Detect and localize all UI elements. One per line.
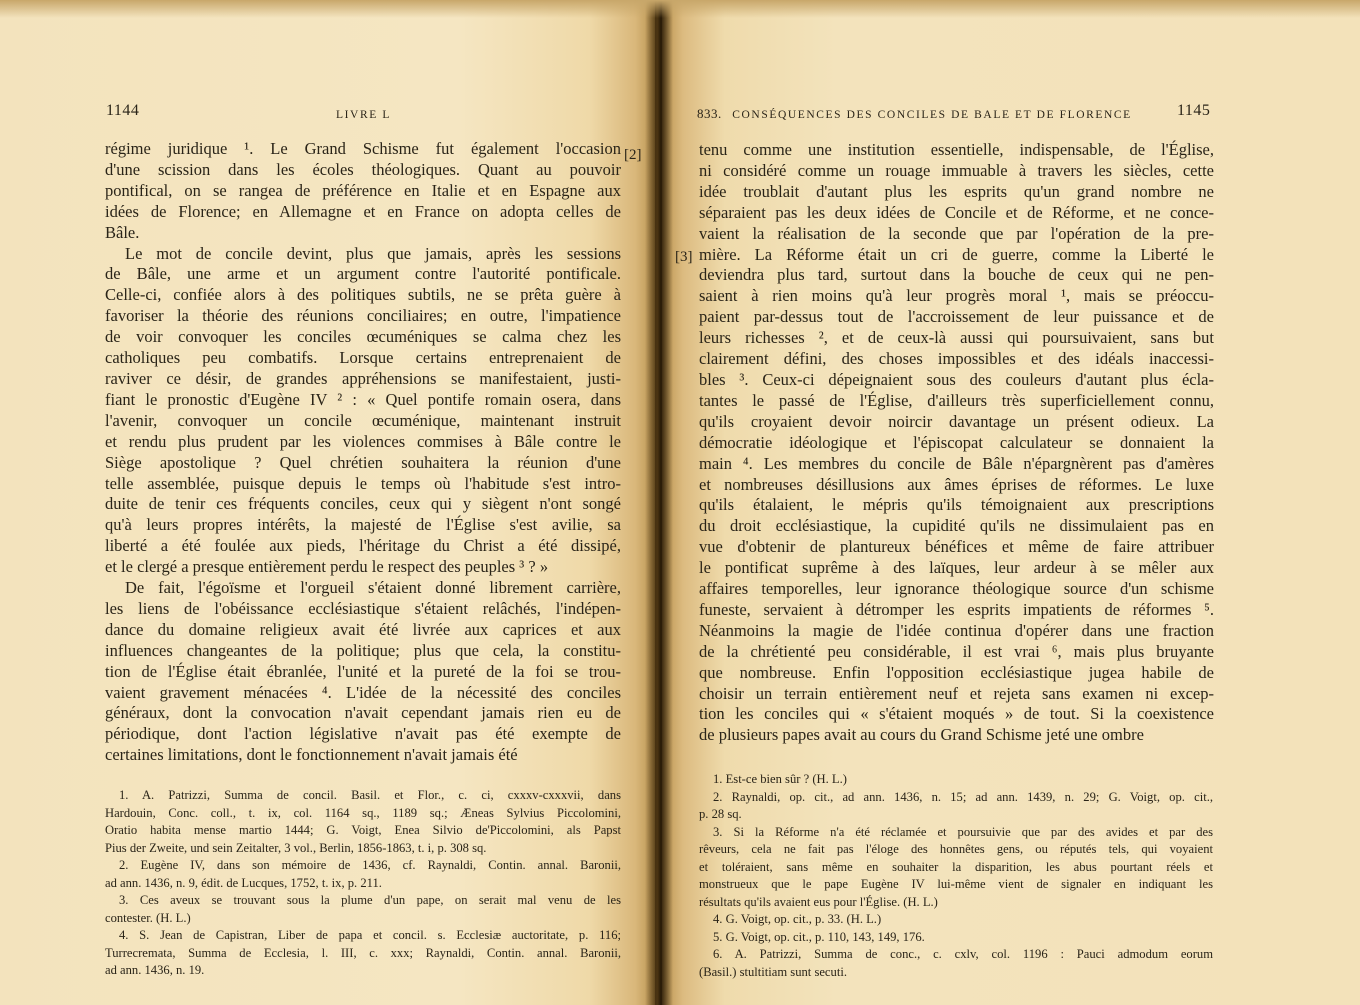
footnote-line: 1. A. Patrizzi, Summa de concil. Basil. et Flor., c. ci, cxxxv-cxxxvii, dans	[119, 788, 621, 802]
left-running-head-text: LIVRE L	[336, 109, 391, 121]
left-page-number: 1144	[106, 102, 140, 119]
text-line: généraux, dont la convocation n'avait cependant jamais rien eu de	[105, 703, 621, 723]
text-line: choisir un terrain entièrement neuf et rejeta sans examen ni excep-	[699, 683, 1214, 703]
right-running-head-text: CONSÉQUENCES DES CONCILES DE BALE ET DE FLORENCE	[732, 109, 1132, 121]
text-line: que nombreuse. Enfin l'opposition ecclésiastique jugea habile de	[699, 662, 1214, 682]
footnote-line: ad ann. 1436, n. 9, édit. de Lucques, 1752, t. ix, p. 211.	[105, 875, 382, 890]
text-line: raviver ce désir, de grandes appréhensions se manifestaient, justi-	[105, 368, 621, 388]
text-line: dance du domaine religieux avait été livrée aux caprices et aux	[105, 619, 621, 639]
text-line: tenu comme une institution essentielle, indispensable, de l'Église,	[699, 140, 1214, 159]
left-body-text	[105, 139, 621, 766]
text-line: tion les conciles qui « s'étaient moqués » de tout. Si la coexistence	[699, 704, 1214, 724]
footnote-line: 2. Eugène IV, dans son mémoire de 1436, cf. Raynaldi, Contin. annal. Baronii,	[119, 858, 621, 872]
text-line: affaires temporelles, leur ignorance théologique source d'un schisme	[699, 579, 1214, 599]
text-line: de la chrétienté peu considérable, il est vrai ⁶, mais plus bruyante	[699, 641, 1214, 661]
text-line: et rendu plus prudent par les violences commises à Bâle contre le	[105, 431, 621, 451]
text-line: Néanmoins la magie de l'idée continua d'opérer dans une fraction	[699, 620, 1214, 640]
footnote-line: 4. S. Jean de Capistran, Liber de papa et concil. s. Ecclesiæ auctoritate, p. 116;	[119, 928, 621, 942]
right-margin-mark: [3]	[675, 249, 693, 265]
text-line: d'une scission dans les écoles théologiques. Quant au pouvoir	[105, 159, 621, 179]
text-line: De fait, l'égoïsme et l'orgueil s'étaient donné librement carrière,	[125, 578, 621, 598]
book-gutter	[645, 0, 673, 1005]
text-line: Bâle.	[105, 222, 140, 242]
text-line: main ⁴. Les membres du concile de Bâle n'épargnèrent pas d'amères	[699, 453, 1214, 473]
text-line: vaient la réalisation de la seconde que par l'opération de la pre-	[699, 223, 1214, 243]
left-footnotes	[105, 787, 621, 980]
text-line: funeste, servaient à détromper les esprits impatients de réformes ⁵.	[699, 599, 1214, 619]
text-line: saient à rien moins qu'à leur progrès moral ¹, mais se préoccu-	[699, 286, 1214, 306]
right-page-number: 1145	[1177, 102, 1211, 119]
left-running-head	[336, 105, 391, 123]
text-line: séparaient pas les deux idées de Concile et de Réforme, et ne conce-	[699, 202, 1214, 222]
text-line: Le mot de concile devint, plus que jamais, après les sessions	[125, 243, 621, 263]
text-line: qu'à leurs propres intérêts, la majesté de l'Église s'est avilie, sa	[105, 515, 621, 535]
text-line: Celle-ci, confiée alors à des politiques subtils, ne se prêta guère à	[105, 285, 621, 305]
footnote-line: ad ann. 1436, n. 19.	[105, 963, 205, 977]
text-line: bles ³. Ceux-ci dépeignaient sous des couleurs d'autant plus écla-	[699, 369, 1214, 389]
text-line: les liens de l'obéissance ecclésiastique s'étaient relâchés, l'indépen-	[105, 598, 621, 618]
text-line: tantes le passé de l'Église, d'ailleurs très superficiellement connu,	[699, 390, 1214, 410]
text-line: leurs richesses ², et de ceux-là aussi qui poursuivaient, sans but	[699, 328, 1214, 348]
footnote-line: 6. A. Patrizzi, Summa de conc., c. cxlv, col. 1196 : Pauci admodum eorum	[713, 947, 1213, 961]
text-line: l'avenir, convoquer un concile œcuménique, maintenant instruit	[105, 410, 621, 430]
text-line: duite de tenir ces fréquents conciles, ceux qui y siègent n'ont songé	[105, 494, 621, 514]
footnote-line: 1. Est-ce bien sûr ? (H. L.)	[713, 772, 847, 786]
right-running-head	[697, 105, 1132, 123]
footnote-line: 2. Raynaldi, op. cit., ad ann. 1436, n. 15; ad ann. 1439, n. 29; G. Voigt, op. cit.,	[713, 789, 1213, 804]
text-line: vaient gravement ménacées ⁴. L'idée de la nécessité des conciles	[105, 682, 621, 702]
footnote-line: 3. Si la Réforme n'a été réclamée et poursuivie que par des avides et par des	[713, 824, 1213, 839]
text-line: et le clergé a presque entièrement perdu le respect des peuples ³ ? »	[105, 557, 549, 577]
footnote-line: Pius der Zweite, und sein Zeitalter, 3 vol., Berlin, 1856-1863, t. i, p. 308 sq.	[105, 840, 487, 855]
footnote-line: Turrecremata, Summa de Ecclesia, l. III, c. xxx; Raynaldi, Contin. annal. Baronii,	[105, 945, 621, 960]
text-line: qu'ils croyaient devoir noircir davantage un présent odieux. La	[699, 411, 1214, 431]
footnote-line: et toléraient, sans même en souhaiter la disparition, les abus pourtant réels et	[699, 859, 1213, 874]
text-line: mière. La Réforme était un cri de guerre, comme la Liberté le	[699, 244, 1214, 264]
text-line: du droit ecclésiastique, la cupidité qu'ils ne dissimulaient pas en	[699, 516, 1214, 536]
text-line: idée troublait d'autant plus les esprits qu'un grand nombre ne	[699, 181, 1214, 201]
text-line: régime juridique ¹. Le Grand Schisme fut également l'occasion	[105, 139, 621, 158]
text-line: telle assemblée, puisque depuis le temps où l'habitude s'est intro-	[105, 473, 621, 493]
text-line: idées de Florence; en Allemagne et en France on adopta celles de	[105, 201, 621, 221]
text-line: certaines limitations, dont le fonctionnement n'avait jamais été	[105, 745, 518, 765]
page-top-shadow	[0, 0, 1360, 18]
text-line: périodique, dont l'action législative n'avait pas été exempte de	[105, 724, 621, 744]
text-line: et nombreuses désillusions aux âmes éprises de réformes. Le luxe	[699, 474, 1214, 494]
footnote-line: Oratio habita mense martio 1444; G. Voigt, Enea Silvio de'Piccolomini, als Papst	[105, 823, 621, 837]
text-line: liberté a été foulée aux pieds, l'héritage du Christ a été dissipé,	[105, 536, 621, 556]
section-number: 833.	[697, 106, 722, 121]
text-line: de voir convoquer les conciles œcuméniques se calma chez les	[105, 327, 621, 347]
footnote-line: 4. G. Voigt, op. cit., p. 33. (H. L.)	[713, 912, 882, 926]
text-line: favoriser la théorie des réunions conciliaires; en outre, l'impatience	[105, 306, 621, 326]
text-line: de plusieurs papes avait au cours du Grand Schisme jeté une ombre	[699, 725, 1144, 745]
footnote-line: rêveurs, cela ne fait pas l'éloge des honnêtes gens, ou réputés tels, qui voyaient	[699, 842, 1213, 856]
text-line: ni considéré comme un rouage immuable à travers les siècles, cette	[699, 160, 1214, 180]
text-line: deviendra plus tard, surtout dans la bouche de ceux qui ne pen-	[699, 265, 1214, 285]
text-line: influences changeantes de la politique; plus que cela, la constitu-	[105, 640, 621, 660]
text-line: qu'ils étalaient, le mépris qu'ils témoignaient aux prescriptions	[699, 495, 1214, 515]
text-line: le pontificat suprême à des laïques, leur ardeur à se mêler aux	[699, 558, 1214, 578]
text-line: démocratie idéologique et l'épiscopat calculateur se donnaient la	[699, 432, 1214, 452]
text-line: paient par-dessus tout de l'accroissement de leur puissance et de	[699, 307, 1214, 327]
text-line: catholiques peu combatifs. Lorsque certains entreprenaient de	[105, 348, 621, 368]
right-body-text	[699, 140, 1214, 746]
footnote-line: monstrueux que le pape Eugène IV lui-même vient de signaler en indiquant les	[699, 877, 1213, 891]
footnote-line: contester. (H. L.)	[105, 910, 191, 925]
footnote-line: Hardouin, Conc. coll., t. ix, col. 1164 sq., 1189 sq.; Æneas Sylvius Piccolomini,	[105, 805, 621, 820]
footnote-line: 5. G. Voigt, op. cit., p. 110, 143, 149, 176.	[713, 929, 925, 944]
text-line: pontifical, on se rangea de préférence en Italie et en Espagne aux	[105, 180, 621, 200]
footnote-line: (Basil.) stultitiam sunt secuti.	[699, 964, 847, 979]
footnote-line: résultats qu'ils avaient eus pour l'Église. (H. L.)	[699, 894, 938, 909]
left-margin-mark: [2]	[624, 147, 642, 163]
right-footnotes	[699, 771, 1213, 981]
text-line: fiant le pronostic d'Eugène IV ² : « Quel pontife romain osera, dans	[105, 389, 621, 409]
text-line: clairement défini, des choses impossibles et des idéals inaccessi-	[699, 349, 1214, 369]
footnote-line: 3. Ces aveux se trouvant sous la plume d'un pape, on serait mal venu de les	[119, 893, 621, 907]
text-line: Siège apostolique ? Quel chrétien souhaitera la réunion d'une	[105, 452, 621, 472]
text-line: tion de l'Église était ébranlée, l'unité et la pureté de la foi se trou-	[105, 661, 621, 681]
text-line: de Bâle, une arme et un argument contre l'autorité pontificale.	[105, 264, 621, 284]
text-line: vue d'obtenir de plantureux bénéfices et même de faire attribuer	[699, 537, 1214, 557]
footnote-line: p. 28 sq.	[699, 807, 742, 821]
